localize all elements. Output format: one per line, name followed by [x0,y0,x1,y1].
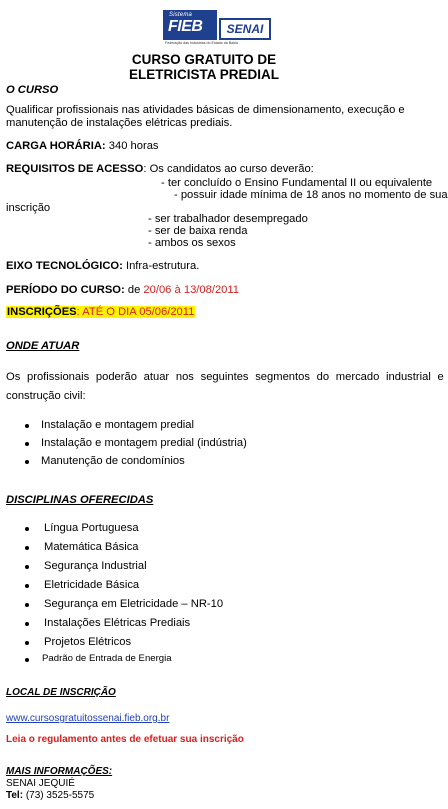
o-curso-text-1: Qualificar profissionais nas atividades básicas de dimensionamento, execução e [6,104,405,116]
segmento-item: Instalação e montagem predial [41,419,194,431]
disciplina-item: Segurança Industrial [44,560,147,572]
onde-atuar-heading: ONDE ATUAR [6,340,80,352]
regulamento-warning: Leia o regulamento antes de efetuar sua inscrição [6,734,244,745]
disciplina-item: Segurança em Eletricidade – NR-10 [44,598,224,610]
requisitos-intro: : Os candidatos ao curso deverão: [143,163,314,175]
carga-horaria [6,140,159,152]
onde-atuar-text-2: construção civil: [6,390,86,402]
eixo-label: EIXO TECNOLÓGICO: [6,260,123,272]
periodo-value: 20/06 à 13/08/2011 [143,284,240,296]
inscricoes-label: INSCRIÇÕES [7,306,77,318]
senai-logo-block: SENAI [219,18,271,40]
onde-atuar-text-1: Os profissionais poderão atuar nos seguintes segmentos do mercado industrial e [6,371,444,383]
bullet-icon [25,641,29,645]
disciplinas-heading: DISCIPLINAS OFERECIDAS [6,494,154,506]
fieb-senai-logo [163,10,271,48]
bullet-icon [25,442,29,446]
requisitos [6,163,314,175]
segmento-item: Instalação e montagem predial (indústria) [41,437,247,449]
segmento-item: Manutenção de condomínios [41,455,185,467]
disciplina-item: Padrão de Entrada de Energia [42,653,172,664]
mais-info-senai: SENAI JEQUIÉ [6,778,75,789]
fieb-logo-block [163,10,217,40]
bullet-icon [25,565,29,569]
eixo-value: Infra-estrutura. [125,260,200,272]
bullet-icon [25,546,29,550]
disciplina-item: Língua Portuguesa [44,522,139,534]
local-heading: LOCAL DE INSCRIÇÃO [6,687,116,698]
disciplina-item: Eletricidade Básica [44,579,140,591]
periodo-curso [6,284,239,296]
requisitos-label: REQUISITOS DE ACESSO [6,163,144,175]
mais-info-heading: MAIS INFORMAÇÕES: [6,766,113,777]
carga-value: 340 horas [108,140,159,152]
periodo-label: PERÍODO DO CURSO: [6,284,125,296]
o-curso-heading: O CURSO [6,84,59,96]
title-line-2: ELETRICISTA PREDIAL [128,67,279,82]
bullet-icon [25,622,29,626]
periodo-prefix: de [127,284,141,296]
title-line-1: CURSO GRATUITO DE [131,52,277,67]
disciplina-item: Instalações Elétricas Prediais [44,617,191,629]
requisito-item: - ter concluído o Ensino Fundamental II ou equivalente [161,177,433,189]
bullet-icon [25,460,29,464]
bullet-icon [25,584,29,588]
requisito-item: - ser de baixa renda [148,225,248,237]
inscricoes-date: 05/06/2011 [139,306,195,318]
logo-subtitle: Federação das Indústrias do Estado da Bahia [165,41,238,45]
requisito-item: - possuir idade mínima de 18 anos no momento de sua [174,189,448,201]
logo-sistema-text: Sistema [169,12,193,18]
bullet-icon [25,527,29,531]
logo-fieb-text: FIEB [168,18,203,35]
inscricao-link[interactable]: www.cursosgratuitossenai.fieb.org.br [6,713,170,724]
requisito-item: inscrição [6,202,51,214]
mais-info-tel [6,790,94,801]
carga-label: CARGA HORÁRIA: [6,140,106,152]
bullet-icon [25,603,29,607]
tel-value: (73) 3525-5575 [25,790,95,801]
bullet-icon [25,658,29,662]
o-curso-text-2: manutenção de instalações elétricas prediais. [6,117,233,129]
disciplina-item: Matemática Básica [44,541,139,553]
disciplina-item: Projetos Elétricos [44,636,132,648]
tel-label: Tel: [6,790,24,801]
requisito-item: - ambos os sexos [148,237,236,249]
bullet-icon [25,424,29,428]
requisito-item: - ser trabalhador desempregado [148,213,308,225]
inscricoes-prefix: : ATÉ O DIA [76,306,137,318]
eixo-tecnologico [6,260,199,272]
inscricoes-highlight [6,306,195,318]
